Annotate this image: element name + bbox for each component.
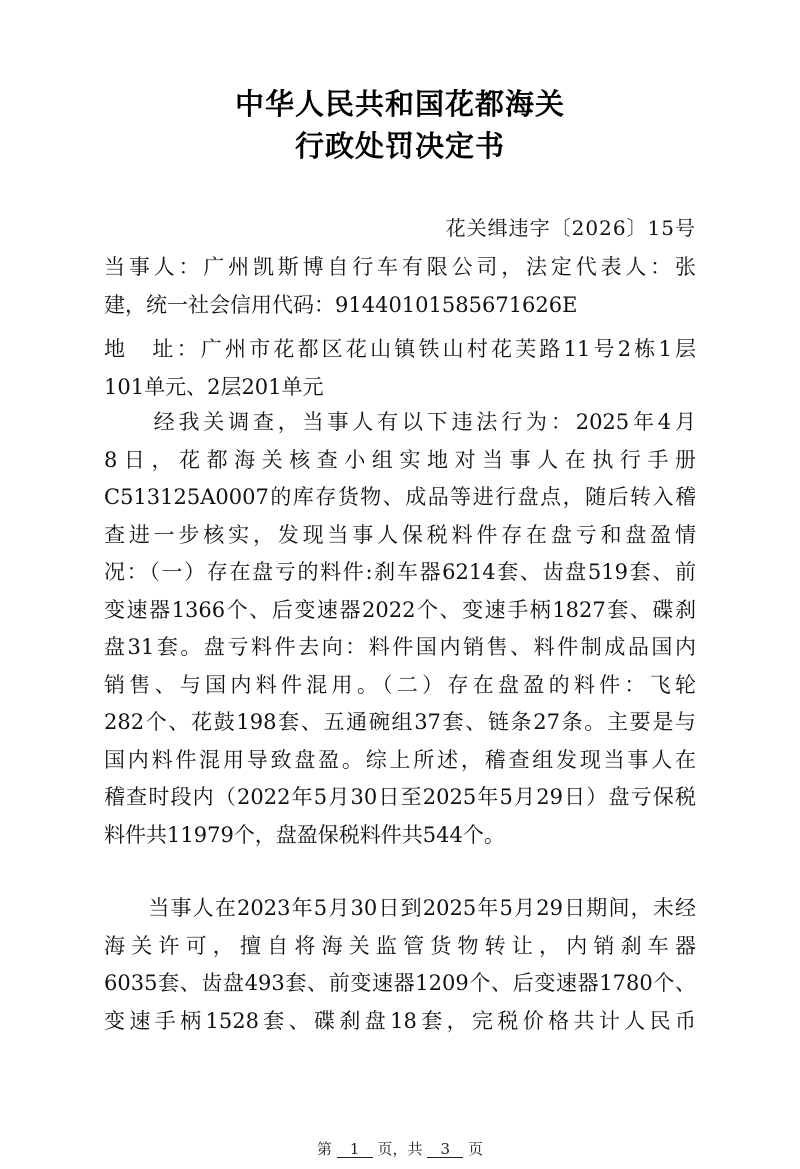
paragraph-line: 稽查时段内（2022年5月30日至2025年5月29日）盘亏保税 — [104, 785, 696, 809]
paragraph-line: 变速手柄1528套、碟刹盘18套，完税价格共计人民币 — [104, 1008, 696, 1033]
paragraph-line: 282个、花鼓198套、五通碗组37套、链条27条。主要是与 — [104, 710, 696, 734]
page-footer — [0, 1138, 800, 1159]
party-info — [104, 249, 696, 324]
total-pages: 3 — [427, 1141, 463, 1158]
page-number: 1 — [337, 1141, 373, 1158]
document-title-line1: 中华人民共和国花都海关 — [234, 87, 565, 121]
party-line: 建，统一社会信用代码：91440101585671626E — [104, 292, 578, 317]
party-line: 当事人：广州凯斯博自行车有限公司，法定代表人：张 — [104, 255, 696, 279]
paragraph-line: 销售、与国内料件混用。（二）存在盘盈的料件：飞轮 — [104, 672, 696, 697]
paragraph-line: 8日，花都海关核查小组实地对当事人在执行手册 — [104, 447, 696, 472]
paragraph-line: 当事人在2023年5月30日到2025年5月29日期间，未经 — [104, 896, 696, 920]
paragraph-line: C513125A0007的库存货物、成品等进行盘点，随后转入稽 — [104, 485, 696, 509]
address-line: 地 址：广州市花都区花山镇铁山村花芙路11号2栋1层 — [104, 337, 696, 361]
paragraph-line: 变速器1366个、后变速器2022个、变速手柄1827套、碟刹 — [104, 597, 696, 622]
paragraph-line: 经我关调查，当事人有以下违法行为：2025年4月 — [104, 410, 696, 434]
address-line: 101单元、2层201单元 — [104, 374, 324, 399]
document-number: 花关缉违字〔2026〕15号 — [445, 216, 696, 240]
paragraph-line: 海关许可，擅自将海关监管货物转让，内销刹车器 — [104, 933, 696, 958]
paragraph-line: 料件共11979个，盘盈保税料件共544个。 — [104, 822, 505, 847]
paragraph-line: 查进一步核实，发现当事人保税料件存在盘亏和盘盈情 — [104, 522, 696, 547]
paragraph-line: 盘31套。盘亏料件去向：料件国内销售、料件制成品国内 — [104, 635, 696, 659]
paragraph-line: 6035套、齿盘493套、前变速器1209个、后变速器1780个、 — [104, 971, 696, 995]
investigation-paragraph — [104, 404, 696, 854]
address-info — [104, 331, 696, 406]
paragraph-line: 国内料件混用导致盘盈。综上所述，稽查组发现当事人在 — [104, 747, 696, 772]
footer-middle: 页，共 — [377, 1140, 423, 1158]
paragraph-line: 况：（一）存在盘亏的料件:刹车器6214套、齿盘519套、前 — [104, 560, 696, 584]
footer-suffix: 页 — [468, 1140, 484, 1158]
violation-paragraph — [104, 890, 696, 1040]
document-title-line2: 行政处罚决定书 — [294, 129, 505, 163]
footer-prefix: 第 — [316, 1140, 332, 1158]
